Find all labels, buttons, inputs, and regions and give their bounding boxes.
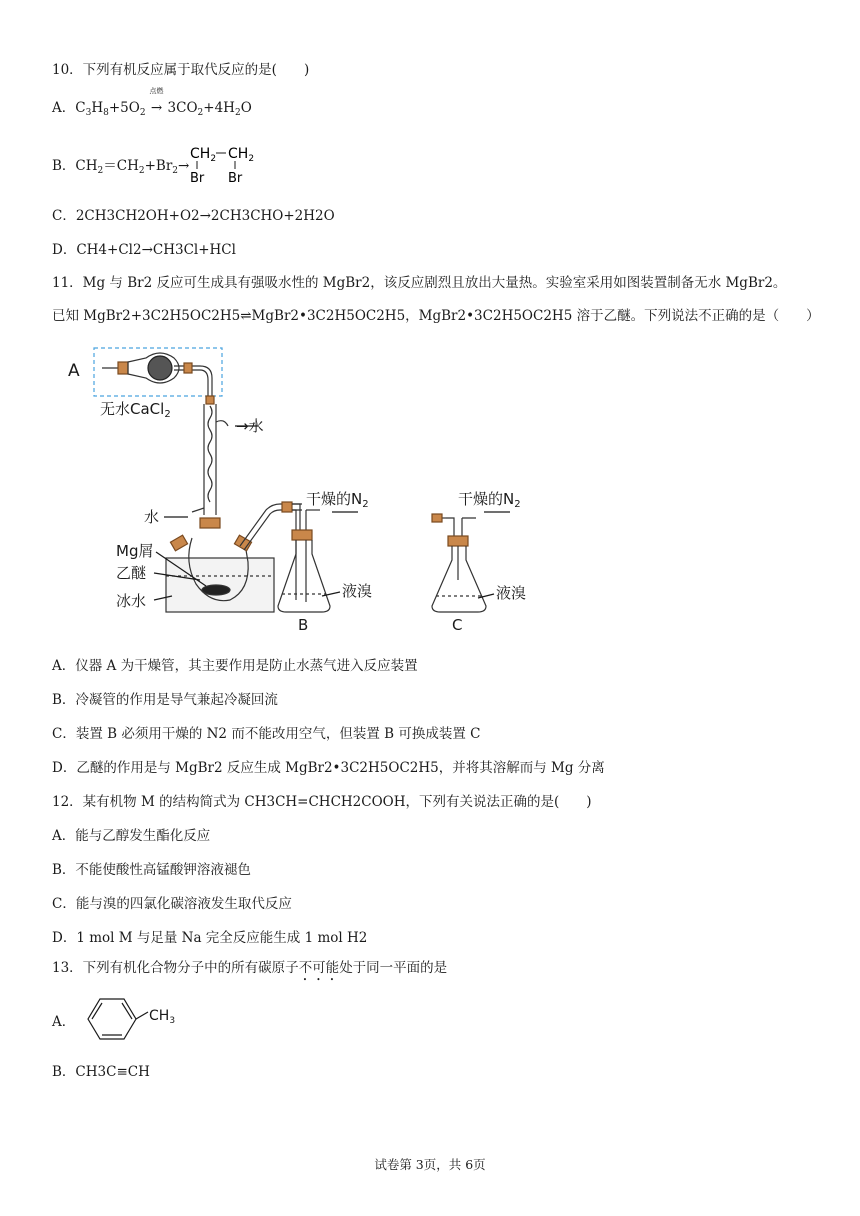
structure-ch2-right: $CH_2$	[228, 146, 255, 164]
flask-b-body	[278, 540, 330, 612]
q13-stem	[52, 958, 447, 984]
q12-stem: 12．某有机物 M 的结构简式为 CH3CH=CHCH2COOH，下列有关说法正确的是( )	[52, 794, 592, 810]
benzene-double-bond	[122, 1003, 132, 1019]
q11-option-c: C．装置 B 必须用干燥的 N2 而不能改用空气，但装置 B 可换成装置 C	[52, 726, 481, 742]
flask-c-stopper	[448, 536, 468, 546]
q10-a-condition: 点燃	[149, 87, 164, 95]
q13-stem-emphasis: 不可能	[298, 960, 340, 976]
condenser-top-stopper	[206, 396, 214, 404]
q13-option-a-label: A．	[52, 1014, 76, 1030]
label-a: A	[68, 361, 80, 381]
q13-option-b: B．CH3C≡CH	[52, 1064, 150, 1080]
label-ether: 乙醚	[116, 564, 147, 582]
structure-br-right: Br	[228, 171, 243, 186]
benzene-double-bond	[92, 1003, 102, 1019]
q11-option-d: D．乙醚的作用是与 MgBr2 反应生成 MgBr2•3C2H5OC2H5，并将其溶解而与 Mg 分离	[52, 760, 605, 776]
label-liquid-br-b: 液溴	[342, 582, 373, 600]
q13-stem-pre: 13．下列有机化合物分子中的所有碳原子	[52, 960, 299, 976]
label-water-out: →水	[236, 417, 264, 435]
label-ice-water: 冰水	[116, 592, 147, 610]
q10-b-label: B．	[52, 158, 76, 174]
drying-tube-stopper	[118, 362, 128, 374]
benzene-ring	[88, 999, 136, 1039]
tube-connector	[282, 502, 292, 512]
q12-option-b: B．不能使酸性高锰酸钾溶液褪色	[52, 862, 251, 878]
flask-c-body	[432, 546, 486, 612]
q10-option-c: C．2CH3CH2OH+O2→2CH3CHO+2H2O	[52, 208, 335, 224]
structure-ch2-left: $CH_2$	[190, 146, 217, 164]
q11-option-a: A．仪器 A 为干燥管，其主要作用是防止水蒸气进入反应装置	[52, 658, 418, 674]
flask-left-stopper	[170, 535, 187, 551]
label-b: B	[298, 616, 309, 634]
q11-option-b: B．冷凝管的作用是导气兼起冷凝回流	[52, 692, 278, 708]
page-footer: 试卷第 3页，共 6页	[374, 1157, 486, 1172]
q12-option-a: A．能与乙醇发生酯化反应	[52, 828, 211, 844]
q13-stem-post: 处于同一平面的是	[339, 960, 448, 976]
q10-option-b: B．$CH_2=CH_2+Br_2\to$	[52, 158, 190, 176]
label-liquid-br-c: 液溴	[496, 584, 527, 602]
label-dry-n2-b: 干燥的$N_2$	[306, 490, 369, 510]
flask-c-tubes	[446, 518, 476, 536]
condenser-water-outlet	[216, 421, 228, 426]
drying-tube-bend	[200, 370, 208, 396]
label-mg: Mg屑	[116, 542, 154, 560]
condenser-coil	[208, 406, 212, 502]
q12-option-d: D．1 mol M 与足量 Na 完全反应能生成 1 mol H2	[52, 930, 368, 946]
flask-b-stopper	[292, 530, 312, 540]
label-c: C	[452, 616, 463, 634]
label-cacl2: 无水CaCl$_2$	[100, 400, 171, 420]
q10-a-label: A．	[52, 100, 76, 116]
q10-option-a: A．$C_3H_8+5O_2$ 点燃 → $3CO_2+4H_2O$	[52, 87, 252, 118]
toluene-structure	[78, 994, 198, 1044]
methyl-bond	[136, 1012, 148, 1019]
q12-option-c: C．能与溴的四氯化碳溶液发生取代反应	[52, 896, 292, 912]
cacl2-granules	[148, 356, 172, 380]
q11-stem-line2: 已知 MgBr2+3C2H5OC2H5⇌MgBr2•3C2H5OC2H5，MgBr2•3C2H5OC2H5 溶于乙醚。下列说法不正确的是（ ）	[52, 308, 820, 324]
q10-stem: 10．下列有机反应属于取代反应的是( )	[52, 62, 310, 78]
label-water-in: 水	[144, 508, 160, 526]
tube-connector	[184, 363, 192, 373]
flask-center-stopper	[200, 518, 220, 528]
methyl-group: $CH_3$	[149, 1008, 176, 1026]
q10-b-product-structure	[186, 142, 266, 186]
tube-connector	[432, 514, 442, 522]
label-dry-n2-c: 干燥的$N_2$	[458, 490, 521, 510]
q11-apparatus-figure	[60, 340, 560, 640]
condenser-water-inlet	[192, 508, 204, 512]
mg-shavings	[202, 585, 230, 595]
q11-stem-line1: 11．Mg 与 Br2 反应可生成具有强吸水性的 MgBr2，该反应剧烈且放出大量热。实验室采用如图装置制备无水 MgBr2。	[52, 275, 787, 291]
reaction-arrow: 点燃 →	[146, 98, 168, 118]
structure-br-left: Br	[190, 171, 205, 186]
q10-option-d: D．CH4+Cl2→CH3Cl+HCl	[52, 242, 236, 258]
